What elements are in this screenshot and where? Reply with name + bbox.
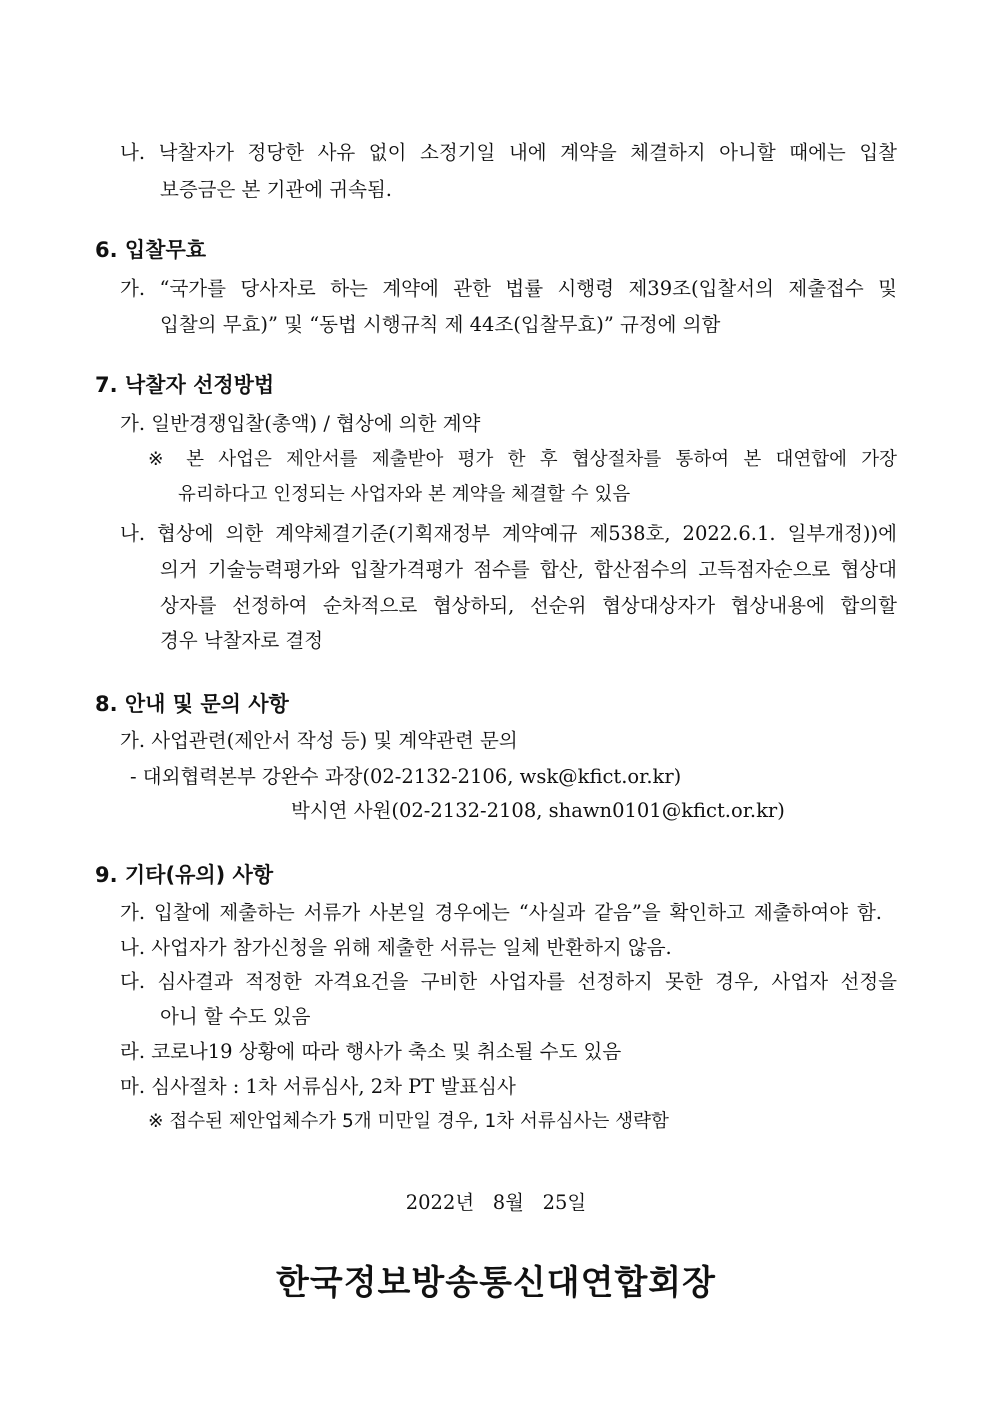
s9-note: ※ 접수된 제안업체수가 5개 미만일 경우, 1차 서류심사는 생략함: [148, 1111, 669, 1132]
section-8-heading: 8. 안내 및 문의 사항: [95, 692, 289, 716]
signature-organization: 한국정보방송통신대연합회장: [276, 1263, 716, 1303]
s9-item-ma: 마. 심사절차 : 1차 서류심사, 2차 PT 발표심사: [120, 1075, 516, 1098]
document-date: 2022년 8월 25일: [405, 1191, 587, 1214]
s7-note-line1: ※ 본 사업은 제안서를 제출받아 평가 한 후 협상절차를 통하여 본 대연합에 가장: [148, 449, 897, 470]
s7-item-ga: 가. 일반경쟁입찰(총액) / 협상에 의한 계약: [120, 412, 481, 435]
s9-item-ga: 가. 입찰에 제출하는 서류가 사본일 경우에는 “사실과 같음”을 확인하고 제출하여야 함.: [120, 901, 882, 924]
s7-item-na-line1: 나. 협상에 의한 계약체결기준(기획재정부 계약예규 제538호, 2022.6.1. 일부개정))에: [120, 522, 897, 545]
s7-note-line2: 유리하다고 인정되는 사업자와 본 계약을 체결할 수 있음: [178, 484, 631, 505]
s8-contact-line2: 박시연 사원(02-2132-2108, shawn0101@kfict.or.kr): [291, 799, 785, 822]
section-9-heading: 9. 기타(유의) 사항: [95, 863, 274, 887]
s9-item-da-line1: 다. 심사결과 적정한 자격요건을 구비한 사업자를 선정하지 못한 경우, 사업자 선정을: [120, 970, 897, 993]
s8-item-ga: 가. 사업관련(제안서 작성 등) 및 계약관련 문의: [120, 729, 518, 752]
section-6-heading: 6. 입찰무효: [95, 238, 207, 262]
s6-item-ga-line1: 가. “국가를 당사자로 하는 계약에 관한 법률 시행령 제39조(입찰서의 제출접수 및: [120, 277, 897, 300]
s7-item-na-line2: 의거 기술능력평가와 입찰가격평가 점수를 합산, 합산점수의 고득점자순으로 협상대: [160, 558, 897, 581]
s8-contact-line1: - 대외협력본부 강완수 과장(02-2132-2106, wsk@kfict.or.kr): [130, 765, 682, 788]
s7-item-na-line4: 경우 낙찰자로 결정: [160, 629, 324, 652]
s9-item-na: 나. 사업자가 참가신청을 위해 제출한 서류는 일체 반환하지 않음.: [120, 936, 672, 959]
s5-item-na-line1: 나. 낙찰자가 정당한 사유 없이 소정기일 내에 계약을 체결하지 아니할 때에는 입찰: [120, 141, 897, 164]
s9-item-ra: 라. 코로나19 상황에 따라 행사가 축소 및 취소될 수도 있음: [120, 1040, 622, 1063]
s9-item-da-line2: 아니 할 수도 있음: [160, 1005, 311, 1028]
s7-item-na-line3: 상자를 선정하여 순차적으로 협상하되, 선순위 협상대상자가 협상내용에 합의할: [160, 594, 897, 617]
section-7-heading: 7. 낙찰자 선정방법: [95, 373, 275, 397]
s5-item-na-line2: 보증금은 본 기관에 귀속됨.: [160, 178, 393, 201]
s6-item-ga-line2: 입찰의 무효)” 및 “동법 시행규칙 제 44조(입찰무효)” 규정에 의함: [160, 313, 721, 336]
